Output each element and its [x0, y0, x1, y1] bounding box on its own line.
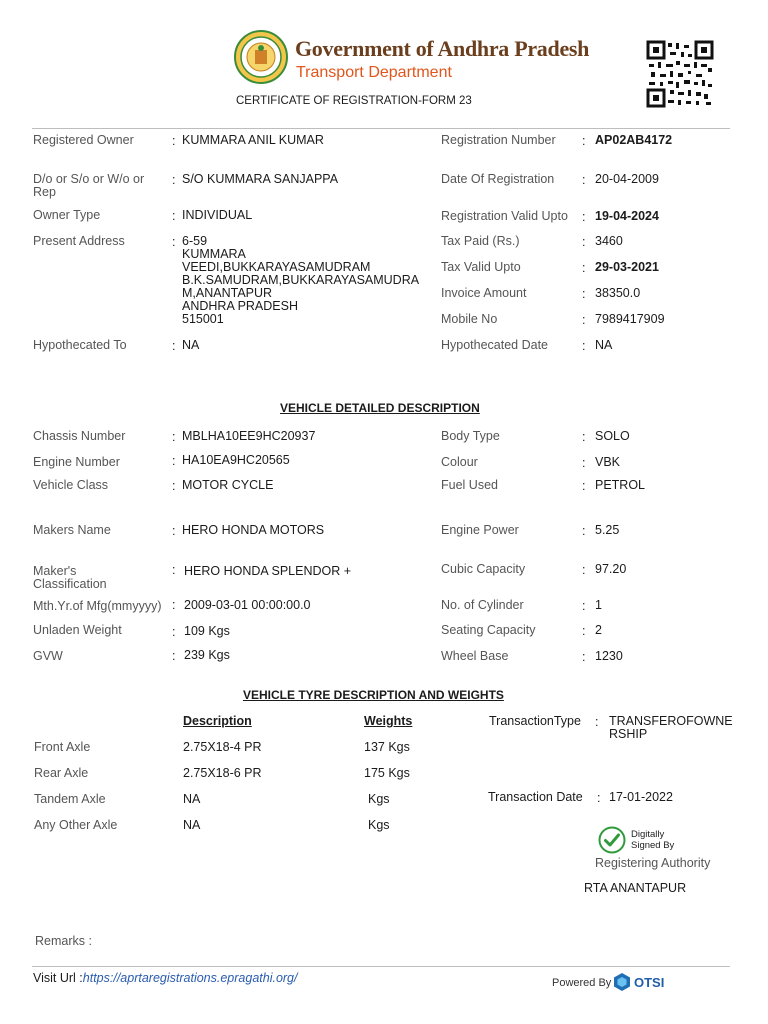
- tyre-description-column-header: Description: [183, 714, 252, 728]
- invoice-amount-value: 38350.0: [595, 286, 641, 300]
- registering-authority-label: Registering Authority: [595, 856, 711, 870]
- fuel-used-value: PETROL: [595, 478, 646, 492]
- rear-axle-label: Rear Axle: [34, 766, 89, 780]
- invoice-amount-label: Invoice Amount: [441, 286, 527, 300]
- registration-valid-upto-value: 19-04-2024: [595, 209, 659, 223]
- engine-power-value: 5.25: [595, 523, 620, 537]
- mobile-no-value: 7989417909: [595, 312, 665, 326]
- cubic-capacity-value: 97.20: [595, 562, 627, 576]
- registration-valid-upto-label: Registration Valid Upto: [441, 209, 568, 223]
- certificate-title: CERTIFICATE OF REGISTRATION-FORM 23: [236, 95, 472, 107]
- seating-capacity-value: 2: [595, 623, 602, 637]
- qr-code-icon: [646, 40, 714, 108]
- tandem-axle-weight: Kgs: [368, 792, 390, 806]
- tax-valid-upto-label: Tax Valid Upto: [441, 260, 521, 274]
- body-type-label: Body Type: [441, 429, 500, 443]
- present-address-value: 6-59 KUMMARA VEEDI,BUKKARAYASAMUDRAM B.K.SAMUDRAM,BUKKARAYASAMUDRA M,ANANTAPUR ANDHRA PRADESH 515001: [182, 234, 420, 326]
- vehicle-description-heading: VEHICLE DETAILED DESCRIPTION: [280, 401, 480, 415]
- no-of-cylinder-label: No. of Cylinder: [441, 598, 524, 612]
- visit-url-label: Visit Url :: [33, 971, 83, 985]
- owner-type-value: INDIVIDUAL: [182, 208, 253, 222]
- tax-paid-value: 3460: [595, 234, 623, 248]
- chassis-number-value: MBLHA10EE9HC20937: [182, 429, 316, 443]
- registration-number-label: Registration Number: [441, 133, 556, 147]
- header-divider: [32, 128, 730, 129]
- transaction-type-value: TRANSFEROFOWNE RSHIP: [609, 714, 733, 741]
- engine-power-label: Engine Power: [441, 523, 519, 537]
- other-axle-weight: Kgs: [368, 818, 390, 832]
- gvw-value: 239 Kgs: [184, 648, 230, 662]
- owner-type-label: Owner Type: [33, 208, 101, 222]
- tax-paid-label: Tax Paid (Rs.): [441, 234, 520, 248]
- unladen-weight-value: 109 Kgs: [184, 624, 230, 638]
- tax-valid-upto-value: 29-03-2021: [595, 260, 659, 274]
- hypothecated-date-value: NA: [595, 338, 613, 352]
- registration-number-value: AP02AB4172: [595, 133, 673, 147]
- engine-number-value: HA10EA9HC20565: [182, 453, 290, 467]
- wheel-base-value: 1230: [595, 649, 623, 663]
- engine-number-label: Engine Number: [33, 455, 120, 469]
- other-axle-description: NA: [183, 818, 201, 832]
- rear-axle-weight: 175 Kgs: [364, 766, 410, 780]
- digitally-signed-check-icon: [598, 826, 626, 854]
- other-axle-label: Any Other Axle: [34, 818, 118, 832]
- otsi-brand: OTSI: [634, 975, 665, 990]
- makers-name-label: Makers Name: [33, 523, 111, 537]
- tandem-axle-label: Tandem Axle: [34, 792, 106, 806]
- footer-divider: [32, 966, 730, 967]
- makers-classification-value: HERO HONDA SPLENDOR +: [184, 564, 352, 578]
- rear-axle-description: 2.75X18-6 PR: [183, 766, 262, 780]
- unladen-weight-label: Unladen Weight: [33, 623, 122, 637]
- makers-name-value: HERO HONDA MOTORS: [182, 523, 325, 537]
- department-title: Transport Department: [296, 64, 452, 81]
- tyre-weights-column-header: Weights: [364, 714, 413, 728]
- hypothecated-date-label: Hypothecated Date: [441, 338, 549, 352]
- wheel-base-label: Wheel Base: [441, 649, 509, 663]
- date-of-registration-value: 20-04-2009: [595, 172, 659, 186]
- vehicle-class-label: Vehicle Class: [33, 478, 109, 492]
- no-of-cylinder-value: 1: [595, 598, 602, 612]
- government-title: Government of Andhra Pradesh: [295, 36, 590, 61]
- cubic-capacity-label: Cubic Capacity: [441, 562, 526, 576]
- fuel-used-label: Fuel Used: [441, 478, 498, 492]
- tandem-axle-description: NA: [183, 792, 201, 806]
- gvw-label: GVW: [33, 649, 63, 663]
- registered-owner-label: Registered Owner: [33, 133, 134, 147]
- transaction-date-value: 17-01-2022: [609, 790, 673, 804]
- visit-url-line: [33, 971, 298, 985]
- mfg-date-label: Mth.Yr.of Mfg(mmyyyy): [33, 599, 162, 613]
- registered-owner-value: KUMMARA ANIL KUMAR: [182, 133, 324, 147]
- transaction-type-label: TransactionType: [489, 714, 581, 728]
- digital-signature-text: Digitally Signed By: [631, 829, 675, 851]
- front-axle-label: Front Axle: [34, 740, 91, 754]
- present-address-label: Present Address: [33, 234, 125, 248]
- mfg-date-value: 2009-03-01 00:00:00.0: [184, 598, 311, 612]
- relation-label: D/o or S/o or W/o or Rep: [33, 172, 145, 199]
- relation-value: S/O KUMMARA SANJAPPA: [182, 172, 339, 186]
- powered-by-label: Powered By: [552, 977, 612, 989]
- mobile-no-label: Mobile No: [441, 312, 498, 326]
- ap-emblem-logo: [234, 30, 288, 84]
- chassis-number-label: Chassis Number: [33, 429, 126, 443]
- front-axle-weight: 137 Kgs: [364, 740, 410, 754]
- otsi-logo-icon: [612, 972, 632, 992]
- hypothecated-to-label: Hypothecated To: [33, 338, 127, 352]
- rta-office-name: RTA ANANTAPUR: [584, 881, 687, 895]
- body-type-value: SOLO: [595, 429, 630, 443]
- visit-url-link[interactable]: https://aprtaregistrations.epragathi.org/: [82, 971, 298, 985]
- hypothecated-to-value: NA: [182, 338, 200, 352]
- remarks-label: Remarks :: [35, 934, 92, 948]
- transaction-date-label: Transaction Date: [488, 790, 583, 804]
- colour-label: Colour: [441, 455, 478, 469]
- vehicle-class-value: MOTOR CYCLE: [182, 478, 274, 492]
- seating-capacity-label: Seating Capacity: [441, 623, 536, 637]
- tyre-description-heading: VEHICLE TYRE DESCRIPTION AND WEIGHTS: [243, 688, 504, 702]
- makers-classification-label: Maker's Classification: [33, 564, 107, 591]
- date-of-registration-label: Date Of Registration: [441, 172, 555, 186]
- front-axle-description: 2.75X18-4 PR: [183, 740, 262, 754]
- colour-value: VBK: [595, 455, 621, 469]
